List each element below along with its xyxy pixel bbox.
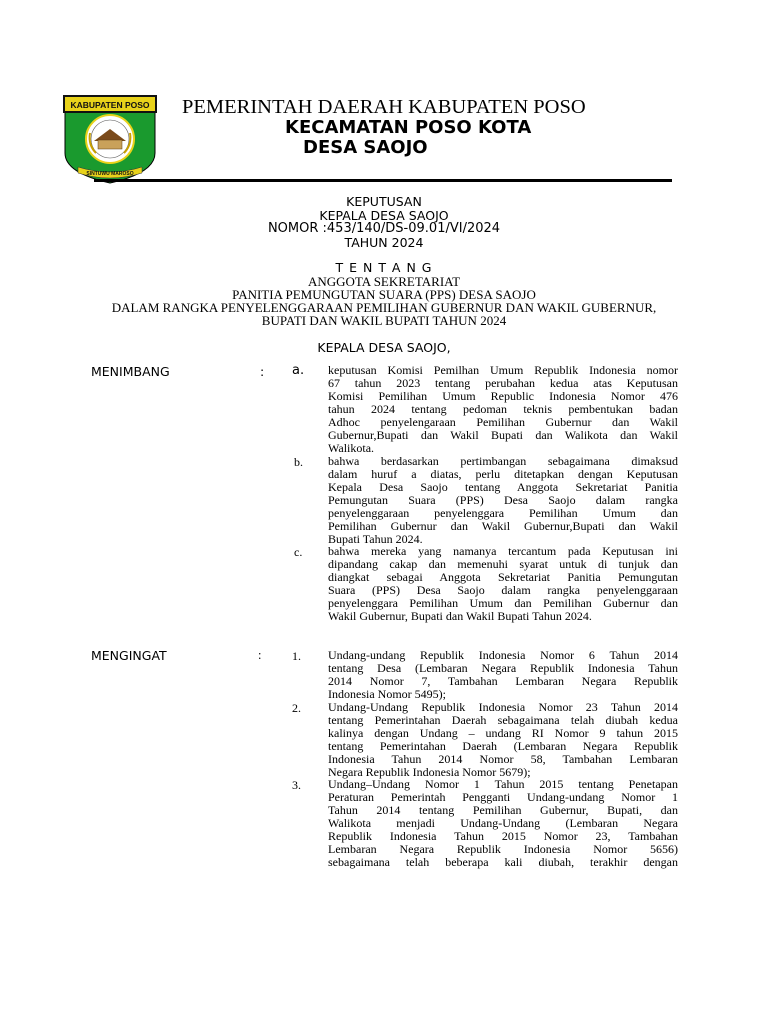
doc-year: TAHUN 2024 bbox=[344, 235, 424, 250]
logo-text-top: KABUPATEN POSO bbox=[70, 100, 150, 110]
doc-issuer: KEPALA DESA SAOJO bbox=[319, 208, 449, 223]
menimbang-item-c: bahwa mereka yang namanya tercantum pada Keputusan ini dipandang cakap dan memenuhi syarat untuk di tunjuk dan diangkat sebagai Anggota Sekretariat Panitia Pemungutan Suara (PPS) Desa Saojo dalam rangka penyelenggaraan penyelenggara Pemilihan Umum dan Pemilihan Gubernur dan Wakil Gubernur, Bupati dan Wakil Bupati Tahun 2024. bbox=[328, 544, 678, 623]
subject-line-4: BUPATI DAN WAKIL BUPATI TAHUN 2024 bbox=[261, 313, 507, 328]
menimbang-marker-b: b. bbox=[294, 455, 303, 469]
mengingat-marker-3: 3. bbox=[292, 778, 301, 792]
menimbang-item-b: bahwa berdasarkan pertimbangan sebagaimana dimaksud dalam huruf a diatas, perlu ditetapkan dengan Keputusan Kepala Desa Saojo tentang Anggota Sekretariat Panitia Pemungutan Suara (PPS) Desa Saojo dalam rangka penyelenggaraan penyelenggara Pemilihan Umum dan Pemilihan Gubernur dan Wakil Gubernur,Bupati dan Wakil Bupati Tahun 2024. bbox=[328, 454, 678, 546]
mengingat-item-3: Undang–Undang Nomor 1 Tahun 2015 tentang Penetapan Peraturan Pemerintah Pengganti Undang-undang Nomor 1 Tahun 2014 tentang Pemilihan Gubernur, Bupati, dan Walikota menjadi Undang-Undang (Lembaran Negara Republik Indonesia Tahun 2015 Nomor 23, Tambahan Lembaran Negara Republik Indonesia Nomor 5656) sebagaimana telah beberapa kali diubah, terakhir dengan bbox=[328, 777, 678, 869]
menimbang-marker-a: a. bbox=[292, 363, 305, 378]
logo-text-bottom: SINTUWU MAROSO bbox=[86, 171, 134, 177]
doc-type: KEPUTUSAN bbox=[346, 194, 422, 209]
letterhead-government: PEMERINTAH DAERAH KABUPATEN POSO bbox=[182, 96, 586, 118]
mengingat-item-1: Undang-undang Republik Indonesia Nomor 6 Tahun 2014 tentang Desa (Lembaran Negara Republik Indonesia Tahun 2014 Nomor 7, Tambahan Lembaran Negara Republik Indonesia Nomor 5495); bbox=[328, 648, 678, 701]
mengingat-colon: : bbox=[258, 648, 262, 662]
menimbang-label: MENIMBANG bbox=[91, 364, 170, 379]
mengingat-label: MENGINGAT bbox=[91, 648, 167, 663]
letterhead-district: KECAMATAN POSO KOTA bbox=[285, 117, 532, 138]
menimbang-item-a: keputusan Komisi Pemilhan Umum Republik Indonesia nomor 67 tahun 2023 tentang perubahan kedua atas Keputusan Komisi Pemilihan Umum Republic Indonesia Nomor 476 tahun 2024 tentang pedoman teknis pembentukan badan Adhoc penyelengaraan Pemilihan Gubernur dan Wakil Gubernur,Bupati dan Wakil Bupati dan Walikota dan Wakil Walikota. bbox=[328, 363, 678, 455]
subject-line-2: PANITIA PEMUNGUTAN SUARA (PPS) DESA SAOJO bbox=[232, 287, 536, 302]
mengingat-marker-1: 1. bbox=[292, 649, 301, 663]
letterhead-rule bbox=[94, 179, 672, 182]
opening-line: KEPALA DESA SAOJO, bbox=[317, 340, 451, 355]
subject-line-1: ANGGOTA SEKRETARIAT bbox=[307, 274, 461, 289]
mengingat-item-2: Undang-Undang Republik Indonesia Nomor 23 Tahun 2014 tentang Pemerintahan Daerah sebagaimana telah diubah kedua kalinya dengan Undang – undang RI Nomor 9 tahun 2015 tentang Pemerintahan Daerah (Lembaran Negara Republik Indonesia Tahun 2014 Nomor 58, Tambahan Lembaran Negara Republik Indonesia Nomor 5679); bbox=[328, 700, 678, 779]
subject-line-3: DALAM RANGKA PENYELENGGARAAN PEMILIHAN GUBERNUR DAN WAKIL GUBERNUR, bbox=[111, 300, 657, 315]
mengingat-marker-2: 2. bbox=[292, 701, 301, 715]
kabupaten-poso-emblem bbox=[62, 93, 158, 185]
menimbang-colon: : bbox=[260, 364, 265, 379]
letterhead-village: DESA SAOJO bbox=[303, 137, 428, 158]
menimbang-marker-c: c. bbox=[294, 545, 303, 559]
doc-number: NOMOR :453/140/DS-09.01/VI/2024 bbox=[267, 221, 501, 236]
subject-heading: T E N T A N G bbox=[335, 260, 433, 275]
